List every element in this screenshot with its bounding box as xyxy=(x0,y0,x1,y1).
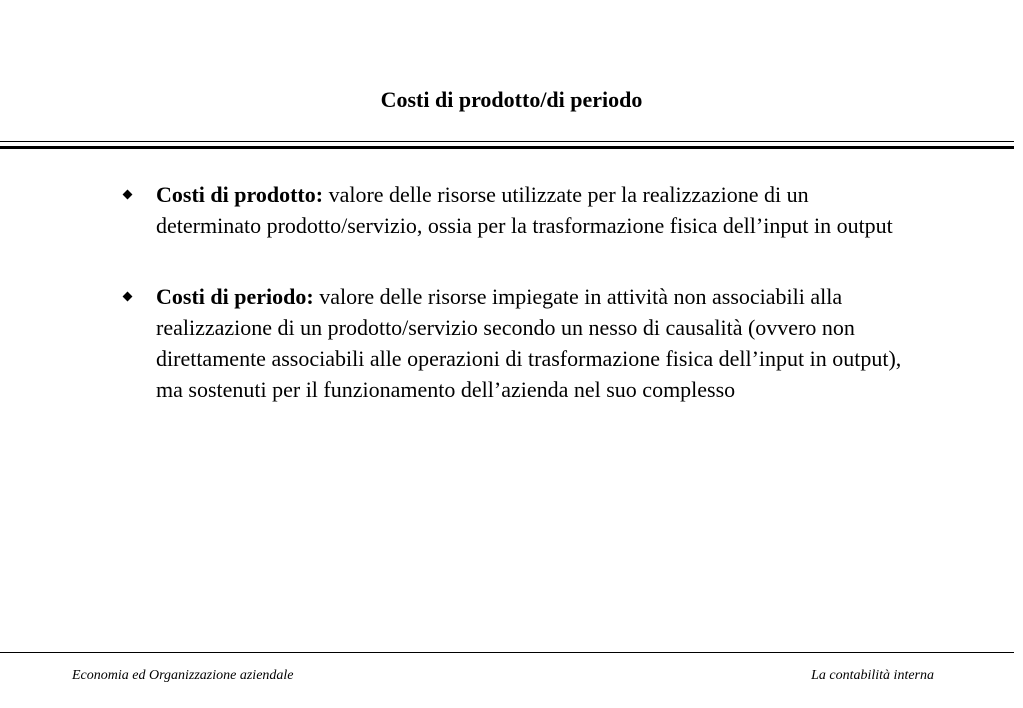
bullet-item-costi-di-periodo xyxy=(120,281,910,405)
footer-course-name: Economia ed Organizzazione aziendale xyxy=(72,668,294,683)
bullet-item-costi-di-prodotto xyxy=(120,179,910,241)
footer-section-name: La contabilità interna xyxy=(811,668,934,683)
bullet-list xyxy=(120,179,910,445)
bullet-term: Costi di prodotto: xyxy=(156,182,329,207)
title-divider-thick xyxy=(0,146,1014,149)
title-divider-thin xyxy=(0,141,1014,142)
bullet-text: valore delle risorse impiegate in attività non associabili alla realizzazione di un prodotto/servizio secondo un nesso di causalità (ovvero non direttamente associabili alle operazioni di trasformazione fisica dell’input in output), ma sostenuti per il funzionamento dell’azienda nel suo complesso xyxy=(156,284,902,402)
diamond-bullet-icon xyxy=(123,190,133,200)
bullet-text: valore delle risorse utilizzate per la realizzazione di un determinato prodotto/servizio, ossia per la trasformazione fisica dell’input in output xyxy=(156,182,893,238)
slide-title: Costi di prodotto/di periodo xyxy=(380,87,643,112)
diamond-bullet-icon xyxy=(123,292,133,302)
bullet-term: Costi di periodo: xyxy=(156,284,320,309)
footer-divider xyxy=(0,652,1014,653)
